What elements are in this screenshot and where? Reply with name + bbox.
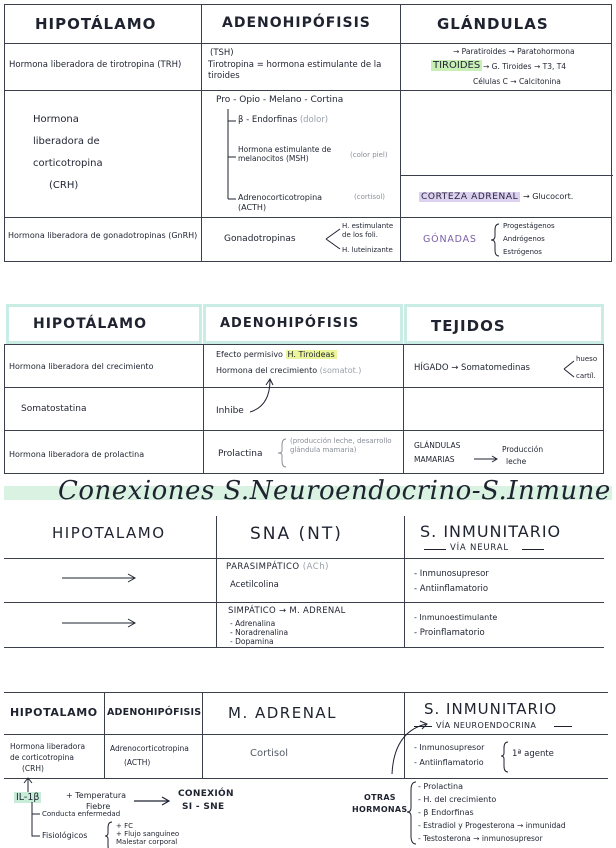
table2-row1-hipo-text: Hormona liberadora del crecimiento [9,362,154,371]
table2-row1-tej-a: hueso [576,355,598,363]
table3-sub: VÍA NEURAL [450,543,509,553]
table1-row2-adeno-top: Pro - Opio - Melano - Cortina [216,95,344,105]
table3-row1-sna-a: PARASIMPÁTICO [226,562,300,572]
table2-row2-adeno-text: Inhibe [216,406,244,416]
bottom-il-a: + Temperatura [66,791,127,800]
table1-row1-gl-mid: → G. Tiroides → T3, T4 [483,62,567,71]
table2-header-tejidos [404,304,604,344]
table1-row3-hipo-text: Hormona liberadora de gonadotropinas (GnRH) [8,231,198,240]
table4-header-adenohipofisis: ADENOHIPÓFISIS [107,707,202,718]
table2-row1-adeno-a-hl: H. Tiroideas [287,350,335,359]
table1-row3-gl: GÓNADAS [423,234,477,245]
table2-row3-hipo-text: Hormona liberadora de prolactina [9,450,145,459]
bottom-conexion-a: CONEXIÓN [178,789,234,799]
table1-row1-adeno-tsh: (TSH) [210,48,234,58]
bottom-otras-item3: - Estradiol y Progesterona → inmunidad [418,821,566,830]
table3-row2-imm-b: - Proinflamatorio [414,628,485,638]
table3-header-hipotalamo: HIPOTALAMO [52,524,166,542]
table3-header-sna: SNA (NT) [250,524,343,544]
table2-row1-adeno-a-wrap [216,349,337,360]
table2-row2-adeno [203,387,404,431]
table2-row3-adeno-note: (producción leche, desarrollo glándula mamaria) [290,437,392,454]
table1-row3-hipo [4,217,202,262]
table3-header-inmunitario: S. INMUNITARIO [420,522,562,541]
bottom-conexion-b: SI - SNE [182,802,225,812]
bottom-otras-item4: - Testosterona → inmunosupresor [418,834,543,843]
table1-row1-gl-bottom: Células C → Calcitonina [473,77,561,86]
table1-row1-adeno-text: Tirotropina = hormona estimulante de la tiroides [208,60,382,81]
table1-row1-gl-tiroides: TIROIDES [433,60,481,71]
table3-row2-sna-c: - Noradrenalina [230,628,289,637]
table2-row1-tejidos [403,344,604,388]
table2-row1-hipo [4,344,204,388]
table2-header-tejidos-label: TEJIDOS [431,317,506,335]
bottom-il-d: Fisiológicos [42,831,88,840]
bottom-otras-item1: - H. del crecimiento [418,795,497,804]
table1-row2-adeno-msh: Hormona estimulante de melanocitos (MSH) [238,145,332,163]
table4-hline-top [4,692,608,693]
table2-header-adenohipofisis [203,304,403,344]
table1-row1-hipo [4,43,202,91]
table4-header-inmunitario: S. INMUNITARIO [424,700,558,718]
table3-row1-sna-a-note: (ACh) [302,562,329,572]
table1-header-hipotalamo [4,4,202,44]
table2-row3-tej-d: leche [506,457,527,466]
table4-row1-imm-a: - Inmunosupresor [414,743,485,752]
table2-row3-hipo [4,430,204,474]
table1-row1-gl-top: → Paratiroides → Paratohormona [453,47,575,56]
table1-row1-hipo-text: Hormona liberadora de tirotropina (TRH) [9,60,182,70]
table2-header-hipotalamo-label: HIPOTÁLAMO [33,316,147,332]
bottom-il-e3: Malestar corporal [116,838,178,846]
table2-row2-tejidos [403,387,604,431]
table1-row1-gl-tiroides-wrap [431,60,482,72]
table4-hline-mid [4,734,608,735]
table1-row3-adeno-b: H. luteinizante [342,246,393,254]
table4-header-madrenal: M. ADRENAL [228,704,338,722]
table4-hline-bottom [4,778,608,779]
bottom-il-e1: + FC [116,822,134,830]
table1-row3-adeno-a: H. estimulante de los foli. [342,222,394,239]
table3-row1-arrow [62,573,162,583]
table2-row3-tej-b: MAMARIAS [414,455,455,464]
table3-row2-sna-b: - Adrenalina [230,619,276,628]
table2-row1-fork [404,345,605,389]
table2-row1-adeno-b-wrap [216,365,361,376]
table4-row1-imm-b: - Antiinflamatorio [414,758,484,767]
table2-row2-curve-arrow [204,388,405,432]
bottom-conexion-arrow [134,796,174,806]
table3-vline-1 [216,516,217,648]
table2-row2-hipo-text: Somatostatina [21,404,87,414]
table4-row1-adeno-a: Adrenocorticotropina [110,744,189,753]
table3-sub-line-left [424,549,446,550]
table2-header-adenohipofisis-label: ADENOHIPÓFISIS [220,316,360,331]
table4-row1-hipo-b: de corticotropina [10,753,74,762]
bottom-otras-a: OTRAS [364,793,396,802]
table1-row2-adeno-beta-note: (dolor) [299,115,329,125]
table1-row3-adeno [201,217,401,262]
table4-row1-adeno-b: (ACTH) [124,758,151,767]
table1-row2-gl-wrap [419,191,573,203]
table2-row1-adeno-b-note: (somatot.) [319,366,362,375]
table3-vline-2 [404,516,405,648]
banner-title: Conexiones S.Neuroendocrino-S.Inmune [58,476,611,506]
table1-header-adenohipofisis-label: ADENOHIPÓFISIS [222,15,371,31]
table1-row2-hipo-l2: liberadora de [33,136,100,147]
table1-header-glandulas-label: GLÁNDULAS [437,15,549,33]
table4-row1-hipo-c: (CRH) [22,764,44,773]
table2-header-hipotalamo [6,304,202,344]
table3-hline-3 [4,647,604,648]
table3-hline-2 [4,602,604,603]
table1-row2-hipo [4,90,202,218]
table4-row1-adr: Cortisol [250,748,289,759]
bottom-fisio-brace [104,820,116,848]
bottom-il-b: Fiebre [86,802,111,811]
table4-row1-hipo-a: Hormona liberadora [10,742,86,751]
table1-header-glandulas [400,4,612,44]
table1-row2-adeno-acth-note: (cortisol) [354,193,386,201]
table1-row2-hipo-l3: corticotropina [33,158,103,169]
table3-row1-sna-a-wrap [226,562,329,573]
table1-row1-adeno [201,43,401,91]
table3-row2-imm-a: - Inmunoestimulante [414,613,498,622]
table1-row2-adeno-msh-note: (color piel) [350,151,388,159]
table2-row1-adeno-a: Efecto permisivo [216,350,283,359]
table2-row1-tej-b: cartíl. [576,372,596,380]
table1-row1-glandulas [400,43,612,91]
table1-row3-gl-item1: Andrógenos [503,235,545,243]
table1-row3-glandulas [400,217,612,262]
table2-row3-tej-a: GLÁNDULAS [414,441,461,450]
table2-row3-adeno [203,430,404,474]
table3-row2-arrow [62,618,162,628]
bottom-il-c: Conducta enfermedad [42,810,121,818]
table2-row2-hipo [4,387,204,431]
table3-row2-sna-d: - Dopamina [230,637,274,646]
table1-row3-adeno-text: Gonadotropinas [224,234,296,244]
table1-row2-gl: CORTEZA ADRENAL [421,192,519,202]
table4-sub: VÍA NEUROENDOCRINA [436,721,537,730]
table3-hline-1 [4,558,604,559]
table1-row2-adeno [201,90,401,218]
bottom-otras-arrow [378,720,438,780]
table2-row1-tej: HÍGADO → Somatomedinas [414,363,530,373]
table4-sub-line-right [554,726,572,727]
table2-row1-adeno-b: Hormona del crecimiento [216,366,318,375]
table1-row3-gl-item2: Estrógenos [503,248,542,256]
table1-row2-divider [401,175,613,176]
table1-row2-adeno-beta [238,115,328,126]
bottom-otras-item2: - β Endorfinas [418,808,474,817]
table1-row2-adeno-beta-text: β - Endorfinas [238,115,298,125]
bottom-il-e2: + Flujo sanguíneo [116,830,180,838]
table1-header-adenohipofisis [201,4,401,44]
table4-vline-2 [202,692,203,778]
table3-row1-imm-b: - Antiinflamatorio [414,584,489,594]
table1-row2-adeno-acth: Adrenocorticotropina (ACTH) [238,193,323,212]
bottom-otras-b: HORMONAS [352,805,408,814]
table3-row1-sna-b: Acetilcolina [230,580,279,590]
table2-row1-adeno [203,344,404,388]
table2-row3-adeno-text: Prolactina [218,449,263,459]
bottom-otras-item0: - Prolactina [418,782,463,791]
table4-row1-imm-c: 1ª agente [512,749,554,759]
table2-row3-tej-c: Producción [502,445,544,454]
table3-row1-imm-a: - Inmunosupresor [414,569,489,579]
table4-header-hipotalamo: HIPOTALAMO [10,706,98,719]
table1-row2-hipo-l1: Hormona [33,114,79,125]
table3-row2-sna-a: SIMPÁTICO → M. ADRENAL [228,606,346,616]
table1-row2-glandulas [400,90,612,218]
table4-vline-1 [104,692,105,778]
table1-row3-gl-item0: Progestágenos [503,222,555,230]
table1-row2-gl-after: → Glucocort. [522,192,574,201]
table2-row3-tejidos [403,430,604,474]
table1-header-hipotalamo-label: HIPOTÁLAMO [35,15,157,33]
table1-row2-hipo-l4: (CRH) [49,180,79,191]
table3-sub-line-right [522,549,544,550]
bottom-il: IL-1β [16,792,40,803]
